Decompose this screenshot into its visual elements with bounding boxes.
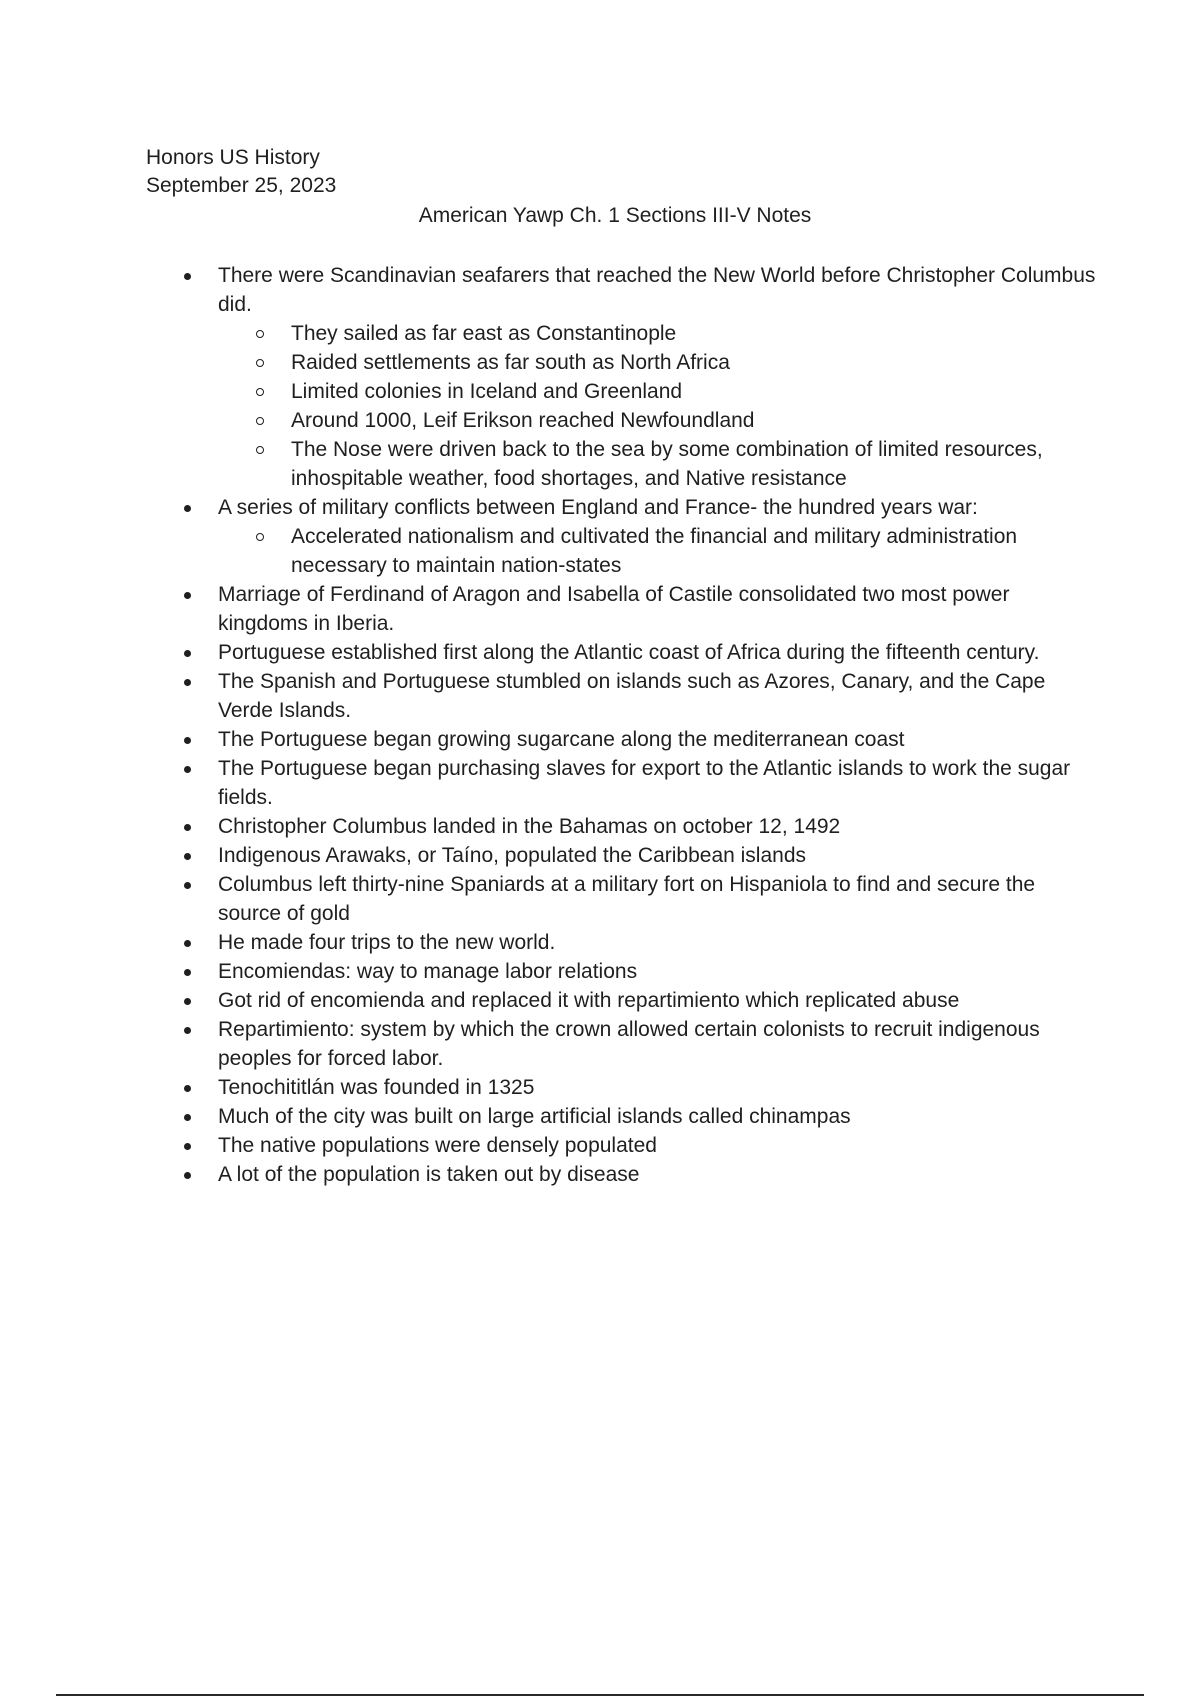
bullet-icon [184, 737, 191, 744]
list-item-text: There were Scandinavian seafarers that reached the New World before Christopher Columbus did. [218, 264, 1096, 316]
bullet-icon [184, 998, 191, 1005]
bullet-icon [184, 650, 191, 657]
list-item-text: Much of the city was built on large artificial islands called chinampas [218, 1105, 851, 1128]
document-title: American Yawp Ch. 1 Sections III-V Notes [418, 204, 812, 227]
list-item [146, 261, 1096, 493]
list-item-text: Marriage of Ferdinand of Aragon and Isabella of Castile consolidated two most power kingdoms in Iberia. [218, 583, 1010, 635]
hollow-bullet-icon [256, 533, 264, 541]
list-item [146, 1160, 1096, 1189]
list-item [146, 957, 1096, 986]
bullet-icon [184, 1114, 191, 1121]
sub-list-item-text: Accelerated nationalism and cultivated the financial and military administration necessary to maintain nation-states [291, 525, 1018, 577]
list-item [146, 841, 1096, 870]
list-item [146, 638, 1096, 667]
hollow-bullet-icon [256, 388, 264, 396]
bullet-icon [184, 969, 191, 976]
sub-list-item-text: Around 1000, Leif Erikson reached Newfoundland [291, 409, 755, 432]
sub-list-item-text: Limited colonies in Iceland and Greenland [291, 380, 683, 403]
bullet-icon [184, 505, 191, 512]
course-name: Honors US History [146, 146, 320, 169]
document-date: September 25, 2023 [146, 174, 337, 197]
bullet-icon [184, 766, 191, 773]
hollow-bullet-icon [256, 359, 264, 367]
list-item [146, 870, 1096, 928]
list-item-text: The Spanish and Portuguese stumbled on islands such as Azores, Canary, and the Cape Verde Islands. [218, 670, 1046, 722]
sub-list-item-text: The Nose were driven back to the sea by some combination of limited resources, inhospitable weather, food shortages, and Native resistance [291, 438, 1043, 490]
bullet-icon [184, 824, 191, 831]
list-item [146, 1015, 1096, 1073]
list-item [146, 928, 1096, 957]
sub-list-item [218, 406, 1096, 435]
list-item-text: Indigenous Arawaks, or Taíno, populated the Caribbean islands [218, 844, 807, 867]
list-item [146, 1073, 1096, 1102]
list-item-text: A series of military conflicts between England and France- the hundred years war: [218, 496, 978, 519]
list-item [146, 754, 1096, 812]
list-item [146, 725, 1096, 754]
list-item-text: The Portuguese began purchasing slaves for export to the Atlantic islands to work the sugar fields. [218, 757, 1071, 809]
bullet-icon [184, 1172, 191, 1179]
notes-list [146, 261, 1096, 1189]
sub-list-item [218, 522, 1096, 580]
document-header [146, 144, 336, 200]
list-item-text: Encomiendas: way to manage labor relations [218, 960, 638, 983]
list-item-text: Got rid of encomienda and replaced it with repartimiento which replicated abuse [218, 989, 960, 1012]
list-item-text: A lot of the population is taken out by disease [218, 1163, 640, 1186]
bullet-icon [184, 882, 191, 889]
sub-list-item [218, 319, 1096, 348]
list-item-text: He made four trips to the new world. [218, 931, 556, 954]
sub-list-item [218, 377, 1096, 406]
list-item-text: Repartimiento: system by which the crown allowed certain colonists to recruit indigenous peoples for forced labor. [218, 1018, 1040, 1070]
list-item-text: The Portuguese began growing sugarcane along the mediterranean coast [218, 728, 905, 751]
bullet-icon [184, 940, 191, 947]
bullet-icon [184, 592, 191, 599]
bullet-icon [184, 853, 191, 860]
sub-list-item [218, 435, 1096, 493]
hollow-bullet-icon [256, 417, 264, 425]
list-item [146, 1131, 1096, 1160]
bullet-icon [184, 1027, 191, 1034]
page-bottom-rule [56, 1694, 1144, 1696]
list-item-text: The native populations were densely populated [218, 1134, 657, 1157]
list-item-text: Portuguese established first along the Atlantic coast of Africa during the fifteenth century. [218, 641, 1040, 664]
list-item-text: Tenochititlán was founded in 1325 [218, 1076, 535, 1099]
list-item [146, 986, 1096, 1015]
bullet-icon [184, 679, 191, 686]
hollow-bullet-icon [256, 330, 264, 338]
list-item-text: Columbus left thirty-nine Spaniards at a military fort on Hispaniola to find and secure the source of gold [218, 873, 1036, 925]
bullet-icon [184, 273, 191, 280]
list-item [146, 667, 1096, 725]
list-item [146, 812, 1096, 841]
list-item [146, 493, 1096, 580]
sub-list-item-text: Raided settlements as far south as North Africa [291, 351, 730, 374]
sub-list-item [218, 348, 1096, 377]
sub-list [218, 522, 1096, 580]
sub-list [218, 319, 1096, 493]
list-item [146, 580, 1096, 638]
list-item [146, 1102, 1096, 1131]
sub-list-item-text: They sailed as far east as Constantinople [291, 322, 677, 345]
hollow-bullet-icon [256, 446, 264, 454]
list-item-text: Christopher Columbus landed in the Bahamas on october 12, 1492 [218, 815, 841, 838]
bullet-icon [184, 1085, 191, 1092]
bullet-icon [184, 1143, 191, 1150]
